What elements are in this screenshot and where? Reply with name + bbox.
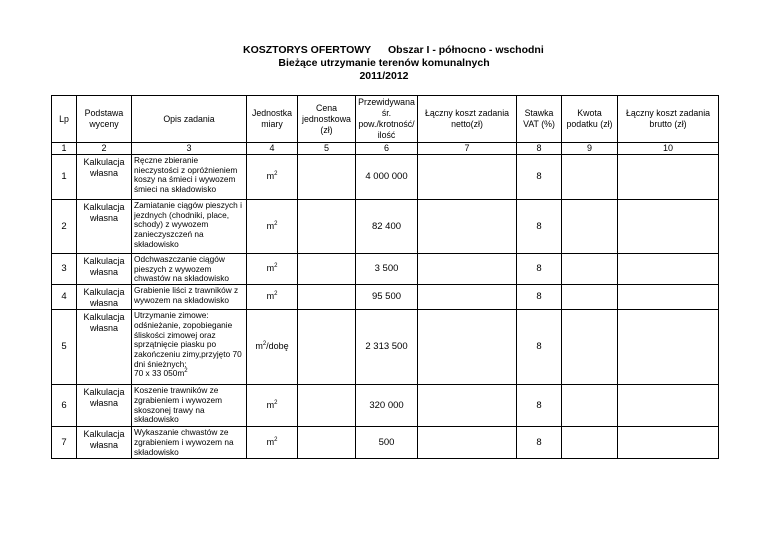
cell-quantity: 95 500: [356, 285, 418, 310]
cell-unit: [247, 254, 298, 285]
table-row: [52, 155, 719, 200]
cell-unit: [247, 155, 298, 200]
col-header-quantity: Przewidywana śr. pow./krotność/ ilość: [356, 96, 418, 143]
cell-description: [132, 254, 247, 285]
col-number: 1: [52, 143, 77, 155]
description-text: Utrzymanie zimowe: odśnieżanie, zopobieganie śliskości zimowej oraz sprzątnięcie piasku po zakończeniu zimy,przyjęto 70 dni śnieżnych:: [134, 310, 242, 369]
cell-quantity: 500: [356, 427, 418, 459]
superscript: 2: [274, 220, 278, 227]
unit-base: m: [255, 341, 263, 352]
superscript: 2: [274, 263, 278, 270]
col-number: 8: [517, 143, 562, 155]
description-text: Ręczne zbieranie nieczystości z opróżnieniem koszy na śmieci i wywozem śmieci na składowisko: [134, 155, 238, 195]
superscript: 2: [274, 291, 278, 298]
cell-net-cost: [418, 310, 517, 385]
cell-description: [132, 155, 247, 200]
cell-description: [132, 200, 247, 254]
cell-quantity: 82 400: [356, 200, 418, 254]
col-header-description: Opis zadania: [132, 96, 247, 143]
cell-description: [132, 427, 247, 459]
table-row: [52, 310, 719, 385]
cell-description: [132, 285, 247, 310]
col-header-tax-amount: Kwota podatku (zł): [562, 96, 618, 143]
cell-net-cost: [418, 200, 517, 254]
cell-tax-amount: [562, 427, 618, 459]
col-header-vat-rate: Stawka VAT (%): [517, 96, 562, 143]
col-header-lp: Lp: [52, 96, 77, 143]
unit-suffix: /dobę: [266, 341, 289, 352]
cell-basis: Kalkulacja własna: [77, 155, 132, 200]
document-subtitle: Bieżące utrzymanie terenów komunalnych: [278, 57, 490, 69]
cell-lp: 5: [52, 310, 77, 385]
cell-vat-rate: 8: [517, 155, 562, 200]
cell-unit-price: [298, 254, 356, 285]
cell-lp: 3: [52, 254, 77, 285]
cell-net-cost: [418, 385, 517, 427]
col-number: 5: [298, 143, 356, 155]
cell-gross-cost: [618, 285, 719, 310]
superscript: 2: [274, 399, 278, 406]
cell-vat-rate: 8: [517, 427, 562, 459]
superscript: 2: [274, 171, 278, 178]
col-number: 6: [356, 143, 418, 155]
col-number: 4: [247, 143, 298, 155]
cell-tax-amount: [562, 254, 618, 285]
cell-unit: [247, 310, 298, 385]
unit-base: m: [266, 291, 275, 302]
cell-tax-amount: [562, 285, 618, 310]
cell-basis: Kalkulacja własna: [77, 200, 132, 254]
cell-gross-cost: [618, 254, 719, 285]
cell-lp: 4: [52, 285, 77, 310]
cell-unit-price: [298, 310, 356, 385]
description-text: Zamiatanie ciągów pieszych i jezdnych (chodniki, place, schody) z wywozem zanieczyszczeń na składowisko: [134, 200, 242, 249]
title-left: KOSZTORYS OFERTOWY: [243, 44, 372, 56]
description-text: Wykaszanie chwastów ze zgrabieniem i wywozem na składowisko: [134, 427, 234, 457]
cell-vat-rate: 8: [517, 385, 562, 427]
cell-description: [132, 310, 247, 385]
cell-vat-rate: 8: [517, 310, 562, 385]
title-right: Obszar I - północno - wschodni: [388, 44, 544, 56]
col-header-unit-price: Cena jednostkowa (zł): [298, 96, 356, 143]
superscript: 2: [274, 436, 278, 443]
cell-lp: 6: [52, 385, 77, 427]
cell-unit: [247, 427, 298, 459]
table-row: [52, 285, 719, 310]
cell-gross-cost: [618, 310, 719, 385]
table-row: [52, 254, 719, 285]
cell-lp: 2: [52, 200, 77, 254]
cost-estimate-table: [51, 95, 719, 459]
col-number: 7: [418, 143, 517, 155]
header-row: [52, 96, 719, 143]
cell-tax-amount: [562, 385, 618, 427]
col-number: 9: [562, 143, 618, 155]
cell-basis: Kalkulacja własna: [77, 285, 132, 310]
superscript: 2: [262, 341, 267, 348]
cell-unit-price: [298, 285, 356, 310]
unit-base: m: [266, 171, 275, 182]
cell-unit-price: [298, 200, 356, 254]
col-number: 10: [618, 143, 719, 155]
table-row: [52, 385, 719, 427]
table-row: [52, 427, 719, 459]
col-header-unit: Jednostka miary: [247, 96, 298, 143]
col-number: 3: [132, 143, 247, 155]
cell-unit-price: [298, 427, 356, 459]
unit-base: m: [266, 399, 275, 410]
cell-unit: [247, 385, 298, 427]
description-text: Odchwaszczanie ciągów pieszych z wywozem chwastów na składowisko: [134, 254, 229, 284]
cell-quantity: 2 313 500: [356, 310, 418, 385]
cell-net-cost: [418, 427, 517, 459]
table-row: [52, 200, 719, 254]
cell-gross-cost: [618, 385, 719, 427]
col-header-basis: Podstawa wyceny: [77, 96, 132, 143]
cell-gross-cost: [618, 200, 719, 254]
cell-gross-cost: [618, 155, 719, 200]
cell-quantity: 4 000 000: [356, 155, 418, 200]
cell-basis: Kalkulacja własna: [77, 385, 132, 427]
cell-vat-rate: 8: [517, 285, 562, 310]
cell-vat-rate: 8: [517, 200, 562, 254]
col-header-gross-cost: Łączny koszt zadania brutto (zł): [618, 96, 719, 143]
cell-lp: 7: [52, 427, 77, 459]
cell-basis: Kalkulacja własna: [77, 310, 132, 385]
cell-quantity: 320 000: [356, 385, 418, 427]
cell-basis: Kalkulacja własna: [77, 254, 132, 285]
unit-base: m: [266, 436, 275, 447]
cell-unit: [247, 200, 298, 254]
cell-tax-amount: [562, 310, 618, 385]
col-header-net-cost: Łączny koszt zadania netto(zł): [418, 96, 517, 143]
cell-gross-cost: [618, 427, 719, 459]
table-body: [52, 155, 719, 459]
description-extra: [134, 368, 188, 378]
cell-net-cost: [418, 254, 517, 285]
cell-unit-price: [298, 385, 356, 427]
column-number-row: [52, 143, 719, 155]
cell-unit: [247, 285, 298, 310]
description-text: Grabienie liści z trawników z wywozem na składowisko: [134, 285, 239, 305]
unit-base: m: [266, 220, 275, 231]
cell-basis: Kalkulacja własna: [77, 427, 132, 459]
cell-description: [132, 385, 247, 427]
unit-base: m: [266, 263, 275, 274]
cell-lp: 1: [52, 155, 77, 200]
document-year: 2011/2012: [359, 70, 409, 82]
cell-unit-price: [298, 155, 356, 200]
cell-net-cost: [418, 285, 517, 310]
superscript: 2: [184, 368, 188, 375]
cell-net-cost: [418, 155, 517, 200]
cell-vat-rate: 8: [517, 254, 562, 285]
description-text: Koszenie trawników ze zgrabieniem i wywozem skoszonej trawy na składowisko: [134, 385, 223, 425]
cell-quantity: 3 500: [356, 254, 418, 285]
cell-tax-amount: [562, 200, 618, 254]
description-extra-text: 70 x 33 050m: [134, 368, 185, 379]
cell-tax-amount: [562, 155, 618, 200]
col-number: 2: [77, 143, 132, 155]
